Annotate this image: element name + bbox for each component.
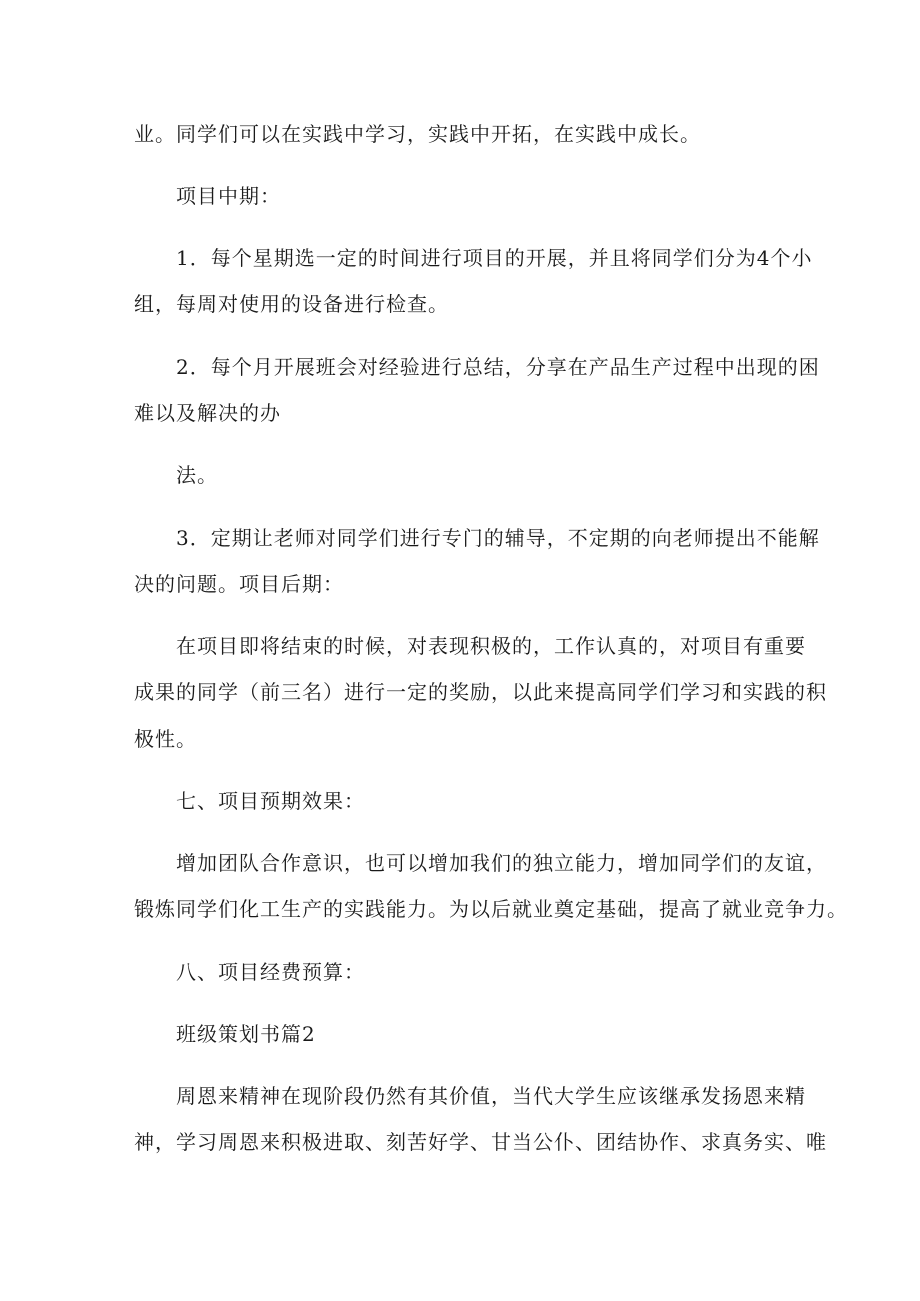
paragraph-zhou-line-1: 周恩来精神在现阶段仍然有其价值，当代大学生应该继承发扬恩来精 <box>176 1084 806 1108</box>
document-subtitle: 班级策划书篇2 <box>176 1022 316 1046</box>
paragraph-effects-line-2: 锻炼同学们化工生产的实践能力。为以后就业奠定基础，提高了就业竞争力。 <box>134 897 848 921</box>
list-item-1-line-2: 组，每周对使用的设备进行检查。 <box>134 292 449 316</box>
section-heading-budget: 八、项目经费预算： <box>176 960 365 984</box>
paragraph-zhou-line-2: 神，学习周恩来积极进取、刻苦好学、甘当公仆、团结协作、求真务实、唯 <box>134 1130 827 1154</box>
paragraph-effects-line-1: 增加团队合作意识，也可以增加我们的独立能力，增加同学们的友谊， <box>176 851 827 875</box>
list-item-2-line-3: 法。 <box>176 463 218 487</box>
paragraph-late-term-line-3: 极性。 <box>134 727 197 751</box>
section-heading-expected-effects: 七、项目预期效果： <box>176 789 365 813</box>
list-item-2-line-1: 2．每个月开展班会对经验进行总结，分享在产品生产过程中出现的困 <box>176 355 820 379</box>
list-item-3-line-1: 3．定期让老师对同学们进行专门的辅导，不定期的向老师提出不能解 <box>176 526 820 550</box>
list-item-3-line-2: 决的问题。项目后期： <box>134 572 344 596</box>
list-item-2-line-2: 难以及解决的办 <box>134 401 281 425</box>
list-item-1-line-1: 1．每个星期选一定的时间进行项目的开展，并且将同学们分为4个小 <box>176 246 813 270</box>
section-heading-mid-term: 项目中期： <box>176 184 281 208</box>
paragraph-late-term-line-1: 在项目即将结束的时候，对表现积极的，工作认真的，对项目有重要 <box>176 634 806 658</box>
text-line-1: 业。同学们可以在实践中学习，实践中开拓，在实践中成长。 <box>134 122 701 146</box>
paragraph-late-term-line-2: 成果的同学（前三名）进行一定的奖励，以此来提高同学们学习和实践的积 <box>134 680 827 704</box>
